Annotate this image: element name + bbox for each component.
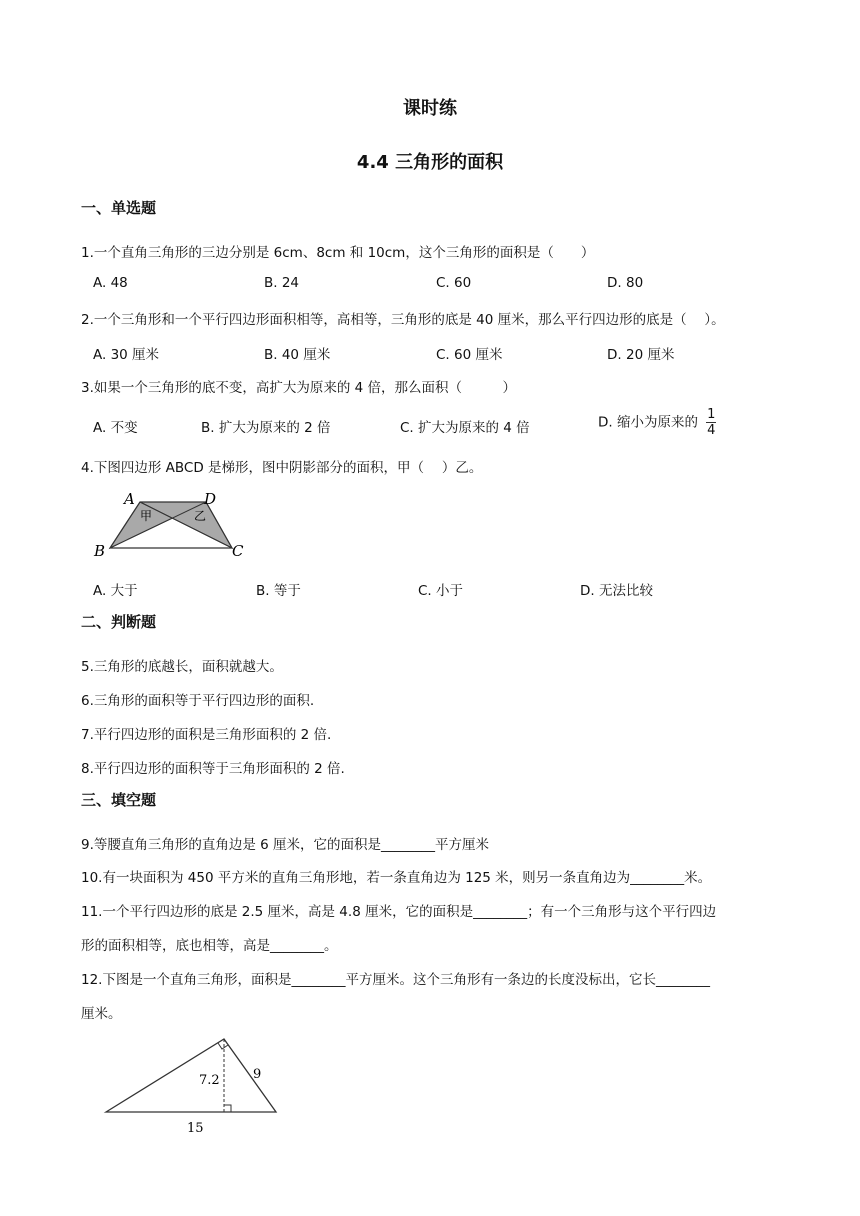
label-jia: 甲 [140, 509, 153, 523]
question-6: 6.三角形的面积等于平行四边形的面积. [81, 693, 315, 709]
page-subtitle: 4.4 三角形的面积 [356, 152, 504, 173]
q3-option-b[interactable]: B. 扩大为原来的 2 倍 [201, 420, 331, 436]
right-triangle-figure [96, 1032, 286, 1140]
q2-option-b[interactable]: B. 40 厘米 [264, 347, 331, 363]
question-12-line-1: 12.下图是一个直角三角形，面积是________平方厘米。这个三角形有一条边的长度没标出，它长________ [81, 972, 710, 988]
label-base: 15 [187, 1121, 204, 1136]
label-d: D [204, 490, 217, 508]
q3-option-d[interactable] [598, 408, 716, 437]
question-8: 8.平行四边形的面积等于三角形面积的 2 倍. [81, 761, 345, 777]
q4-option-a[interactable]: A. 大于 [93, 583, 138, 599]
section-heading-single-choice: 一、单选题 [81, 199, 157, 217]
question-11-line-1: 11.一个平行四边形的底是 2.5 厘米，高是 4.8 厘米，它的面积是________；有一个三角形与这个平行四边 [81, 904, 717, 920]
right-triangle-outline [106, 1039, 276, 1112]
section-heading-fill-blank: 三、填空题 [81, 791, 157, 809]
trapezoid-figure [90, 488, 250, 564]
question-11-line-2: 形的面积相等，底也相等，高是________。 [81, 938, 338, 954]
q4-option-c[interactable]: C. 小于 [418, 583, 464, 599]
question-1: 1.一个直角三角形的三边分别是 6cm、8cm 和 10cm，这个三角形的面积是（ ） [81, 245, 595, 261]
label-c: C [232, 542, 244, 560]
q2-option-d[interactable]: D. 20 厘米 [607, 347, 675, 363]
fraction-numerator: 1 [707, 407, 716, 422]
right-angle-mark-bottom [224, 1105, 231, 1112]
q1-option-a[interactable]: A. 48 [93, 275, 128, 291]
question-2: 2.一个三角形和一个平行四边形面积相等，高相等，三角形的底是 40 厘米，那么平行四边形的底是（ ）。 [81, 312, 725, 328]
question-5: 5.三角形的底越长，面积就越大。 [81, 659, 283, 675]
q2-option-c[interactable]: C. 60 厘米 [436, 347, 503, 363]
q1-option-b[interactable]: B. 24 [264, 275, 300, 291]
label-b: B [94, 542, 106, 560]
section-heading-true-false: 二、判断题 [81, 613, 157, 631]
label-a: A [124, 490, 135, 508]
page-title: 课时练 [403, 98, 457, 119]
label-height: 7.2 [199, 1073, 220, 1088]
q2-option-a[interactable]: A. 30 厘米 [93, 347, 160, 363]
label-side: 9 [253, 1067, 262, 1082]
q4-option-d[interactable]: D. 无法比较 [580, 583, 653, 599]
fraction-denominator: 4 [707, 423, 716, 438]
fraction-one-quarter [706, 408, 716, 437]
question-7: 7.平行四边形的面积是三角形面积的 2 倍. [81, 727, 332, 743]
label-yi: 乙 [194, 509, 207, 523]
question-10: 10.有一块面积为 450 平方米的直角三角形地，若一条直角边为 125 米，则另一条直角边为________米。 [81, 870, 712, 886]
q1-option-c[interactable]: C. 60 [436, 275, 472, 291]
question-4: 4.下图四边形 ABCD 是梯形，图中阴影部分的面积，甲（ ）乙。 [81, 460, 483, 476]
question-9: 9.等腰直角三角形的直角边是 6 厘米，它的面积是________平方厘米 [81, 837, 490, 853]
q4-option-b[interactable]: B. 等于 [256, 583, 301, 599]
q3-option-c[interactable]: C. 扩大为原来的 4 倍 [400, 420, 530, 436]
question-3: 3.如果一个三角形的底不变，高扩大为原来的 4 倍，那么面积（ ） [81, 380, 517, 396]
q3-option-a[interactable]: A. 不变 [93, 420, 138, 436]
question-12-line-2: 厘米。 [81, 1006, 122, 1022]
q1-option-d[interactable]: D. 80 [607, 275, 644, 291]
right-angle-mark-top [218, 1043, 228, 1049]
q3-option-d-label: D. 缩小为原来的 [598, 414, 698, 431]
